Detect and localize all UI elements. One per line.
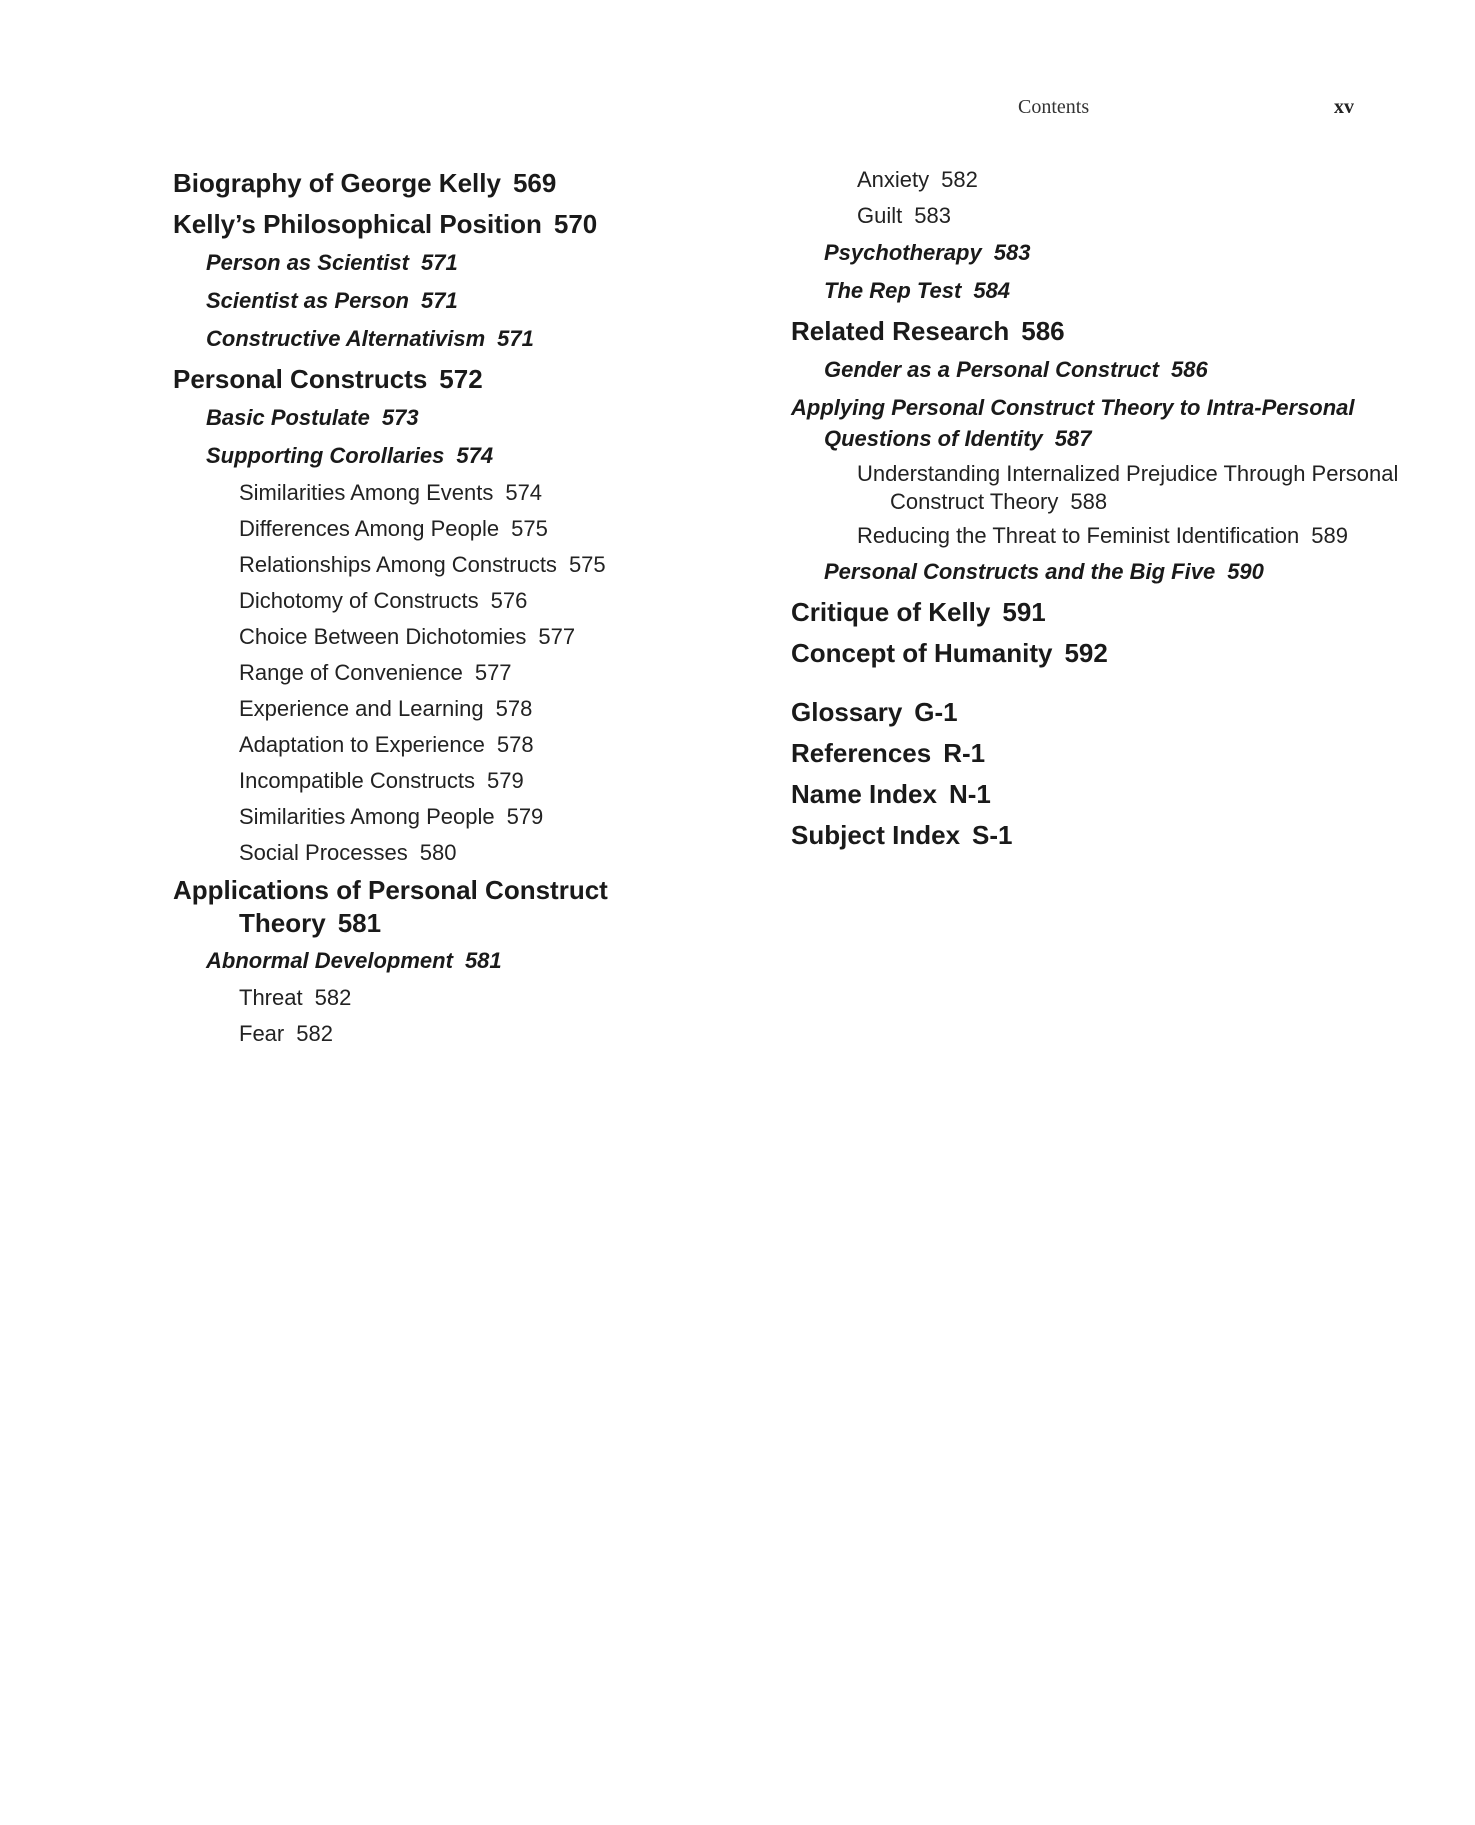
toc-entry-title: Personal Constructs [173, 364, 428, 394]
toc-entry-page: 592 [1064, 638, 1108, 668]
toc-entry-page: 591 [1002, 597, 1046, 627]
toc-entry-page: 587 [1054, 426, 1092, 451]
toc-entry-page: 574 [456, 443, 494, 468]
toc-entry-title: Social Processes [239, 840, 408, 865]
toc-entry-title: Basic Postulate [206, 405, 370, 430]
toc-entry-title: Gender as a Personal Construct [824, 357, 1159, 382]
toc-entry-page: 588 [1070, 489, 1108, 514]
toc-entry-title: Range of Convenience [239, 660, 463, 685]
toc-entry-title: Biography of George Kelly [173, 168, 501, 198]
toc-entry-level-3[interactable] [173, 983, 733, 1013]
toc-entry-page: 577 [538, 624, 576, 649]
toc-entry-title: Critique of Kelly [791, 597, 991, 627]
toc-entry-page: 590 [1227, 559, 1264, 584]
toc-entry-page: 581 [464, 948, 502, 973]
toc-entry-level-1[interactable] [173, 874, 733, 940]
toc-entry-level-2[interactable] [791, 392, 1411, 454]
toc-entry-level-3[interactable] [173, 1019, 733, 1049]
toc-entry-page: 571 [420, 288, 458, 313]
toc-entry-level-2[interactable] [173, 247, 733, 279]
toc-entry-level-3[interactable] [173, 694, 733, 724]
toc-entry-level-2[interactable] [173, 402, 733, 434]
toc-entry-page: 584 [973, 278, 1011, 303]
toc-entry-title: Personal Constructs and the Big Five [824, 559, 1216, 584]
toc-entry-title: Reducing the Threat to Feminist Identification [857, 523, 1300, 548]
toc-entry-title: Similarities Among People [239, 804, 495, 829]
toc-entry-page: 583 [914, 203, 951, 228]
toc-entry-level-2[interactable] [173, 945, 733, 977]
toc-entry-title: Concept of Humanity [791, 638, 1053, 668]
toc-entry-page: 573 [381, 405, 419, 430]
toc-entry-level-1[interactable] [791, 635, 1411, 671]
toc-left-column [173, 165, 733, 1055]
toc-entry-level-1[interactable] [791, 313, 1411, 349]
toc-entry-level-2[interactable] [791, 354, 1411, 386]
running-title: Contents [1018, 96, 1090, 118]
toc-entry-title: Adaptation to Experience [239, 732, 485, 757]
toc-entry-page: R-1 [943, 738, 986, 768]
toc-entry-title: Similarities Among Events [239, 480, 494, 505]
toc-entry-level-2[interactable] [173, 323, 733, 355]
toc-entry-page: 582 [941, 167, 978, 192]
toc-entry-title: Glossary [791, 697, 903, 727]
toc-entry-page: 578 [496, 732, 534, 757]
toc-entry-page: 579 [487, 768, 524, 793]
toc-entry-level-1[interactable] [791, 594, 1411, 630]
toc-entry-page: 571 [497, 326, 534, 351]
toc-entry-level-1[interactable] [173, 206, 733, 242]
toc-entry-level-1[interactable] [791, 776, 1411, 812]
toc-entry-level-3[interactable] [173, 802, 733, 832]
toc-entry-page: 581 [337, 908, 382, 938]
toc-entry-title: Psychotherapy [824, 240, 982, 265]
toc-entry-page: 574 [505, 480, 543, 505]
toc-entry-page: G-1 [914, 697, 958, 727]
toc-entry-page: 579 [506, 804, 544, 829]
toc-entry-title: Dichotomy of Constructs [239, 588, 479, 613]
running-head [0, 96, 1475, 126]
toc-entry-page: 577 [474, 660, 512, 685]
section-gap [791, 676, 1411, 694]
toc-entry-page: 578 [495, 696, 533, 721]
toc-entry-title: Fear [239, 1021, 285, 1046]
toc-entry-level-2[interactable] [791, 556, 1411, 588]
toc-entry-level-3[interactable] [173, 658, 733, 688]
toc-entry-title: Differences Among People [239, 516, 500, 541]
toc-entry-page: 575 [568, 552, 606, 577]
toc-entry-title: Constructive Alternativism [206, 326, 486, 351]
toc-entry-level-3[interactable] [173, 838, 733, 868]
toc-entry-page: 586 [1171, 357, 1208, 382]
toc-entry-level-3[interactable] [173, 766, 733, 796]
toc-entry-page: 569 [512, 168, 557, 198]
toc-entry-title: Anxiety [857, 167, 930, 192]
toc-entry-page: 589 [1311, 523, 1348, 548]
page-number: xv [1334, 96, 1354, 118]
toc-entry-title: Relationships Among Constructs [239, 552, 557, 577]
toc-entry-page: 586 [1021, 316, 1065, 346]
toc-entry-level-3[interactable] [173, 514, 733, 544]
toc-entry-title: Applications of Personal Construct Theory [173, 875, 608, 938]
toc-entry-title: Abnormal Development [206, 948, 453, 973]
toc-entry-level-1[interactable] [173, 361, 733, 397]
toc-entry-page: 582 [296, 1021, 333, 1046]
toc-entry-page: 570 [553, 209, 598, 239]
toc-entry-title: Subject Index [791, 820, 961, 850]
toc-entry-title: Related Research [791, 316, 1010, 346]
toc-entry-level-3[interactable] [791, 201, 1411, 231]
toc-entry-title: Experience and Learning [239, 696, 484, 721]
toc-entry-level-3[interactable] [791, 460, 1411, 516]
toc-entry-level-1[interactable] [791, 694, 1411, 730]
toc-entry-level-2[interactable] [791, 237, 1411, 269]
toc-entry-level-3[interactable] [173, 622, 733, 652]
toc-entry-level-1[interactable] [791, 817, 1411, 853]
toc-entry-page: 580 [419, 840, 457, 865]
toc-entry-page: 582 [314, 985, 352, 1010]
toc-entry-title: Incompatible Constructs [239, 768, 475, 793]
toc-entry-page: 571 [420, 250, 458, 275]
toc-right-column [791, 165, 1411, 858]
toc-entry-title: Name Index [791, 779, 937, 809]
toc-entry-title: Scientist as Person [206, 288, 409, 313]
toc-entry-level-2[interactable] [173, 440, 733, 472]
toc-entry-title: The Rep Test [824, 278, 962, 303]
toc-entry-title: Person as Scientist [206, 250, 409, 275]
toc-entry-level-2[interactable] [791, 275, 1411, 307]
toc-entry-title: Applying Personal Construct Theory to Intra-Personal Questions of Identity [791, 395, 1355, 451]
toc-entry-page: N-1 [948, 779, 991, 809]
toc-entry-level-2[interactable] [173, 285, 733, 317]
toc-entry-title: Kelly’s Philosophical Position [173, 209, 542, 239]
toc-entry-level-3[interactable] [791, 522, 1411, 550]
toc-entry-level-1[interactable] [173, 165, 733, 201]
toc-entry-page: 583 [993, 240, 1031, 265]
toc-entry-title: Threat [239, 985, 303, 1010]
toc-entry-level-3[interactable] [173, 550, 733, 580]
toc-entry-title: Guilt [857, 203, 903, 228]
toc-entry-level-3[interactable] [791, 165, 1411, 195]
toc-entry-level-3[interactable] [173, 586, 733, 616]
toc-entry-title: References [791, 738, 932, 768]
toc-entry-level-3[interactable] [173, 730, 733, 760]
toc-entry-title: Understanding Internalized Prejudice Through Personal Construct Theory [857, 461, 1399, 514]
toc-entry-page: 576 [490, 588, 528, 613]
toc-entry-page: S-1 [972, 820, 1013, 850]
toc-entry-level-3[interactable] [173, 478, 733, 508]
toc-entry-title: Choice Between Dichotomies [239, 624, 527, 649]
toc-entry-level-1[interactable] [791, 735, 1411, 771]
toc-entry-title: Supporting Corollaries [206, 443, 445, 468]
toc-entry-page: 575 [511, 516, 548, 541]
toc-entry-page: 572 [439, 364, 483, 394]
